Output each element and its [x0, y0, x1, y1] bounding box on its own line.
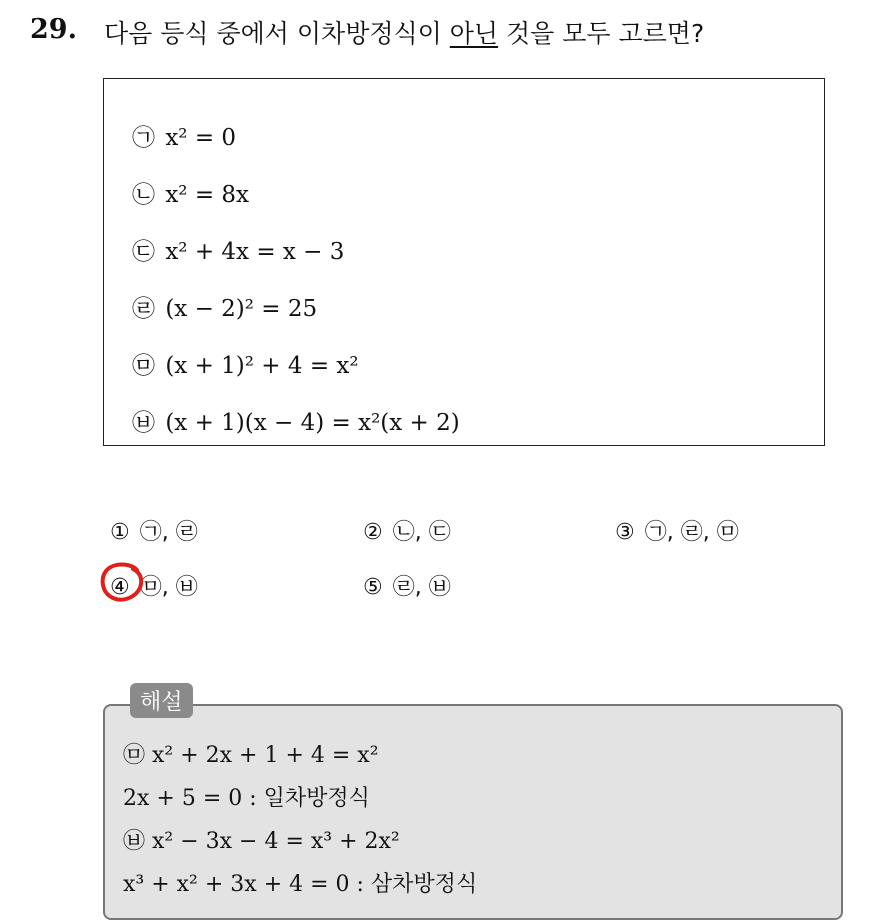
box-item — [132, 233, 344, 266]
choice-5[interactable] — [363, 570, 451, 601]
item-expr: x² + 4x = x − 3 — [165, 239, 345, 265]
choice-2[interactable] — [363, 515, 451, 546]
choice-value: ㉠, ㉣ — [139, 520, 198, 545]
choice-number: ④ — [110, 575, 130, 600]
solution-line: ㉤ x² + 2x + 1 + 4 = x² — [123, 743, 379, 768]
box-item — [132, 119, 236, 152]
choice-value: ㉡, ㉢ — [392, 520, 451, 545]
choice-number: ① — [110, 520, 130, 545]
solution-line: 2x + 5 = 0 : 일차방정식 — [123, 786, 370, 811]
question-text-before: 다음 등식 중에서 이차방정식이 — [104, 19, 450, 48]
choice-value: ㉠, ㉣, ㉤ — [644, 520, 739, 545]
item-expr: x² = 0 — [165, 125, 237, 151]
question-text-after: 것을 모두 고르면? — [498, 19, 705, 48]
box-item — [132, 404, 460, 437]
choice-number: ⑤ — [363, 575, 383, 600]
question-text-underlined: 아닌 — [449, 19, 499, 48]
answer-circle-mark — [99, 560, 145, 604]
equation-box — [103, 78, 825, 446]
question-text — [104, 14, 704, 50]
choice-value: ㉤, ㉥ — [139, 575, 198, 600]
choice-3[interactable] — [615, 515, 739, 546]
item-mark: ㉡ — [132, 182, 155, 208]
box-item — [132, 290, 317, 323]
item-mark: ㉢ — [132, 239, 155, 265]
solution-line: ㉥ x² − 3x − 4 = x³ + 2x² — [123, 829, 400, 854]
choice-value: ㉣, ㉥ — [392, 575, 451, 600]
item-mark: ㉣ — [132, 296, 155, 322]
choice-1[interactable] — [110, 515, 198, 546]
item-mark: ㉥ — [132, 410, 155, 436]
item-expr: x² = 8x — [165, 182, 250, 208]
item-expr: (x − 2)² = 25 — [165, 296, 318, 322]
solution-line: x³ + x² + 3x + 4 = 0 : 삼차방정식 — [123, 872, 478, 897]
choice-number: ② — [363, 520, 383, 545]
item-expr: (x + 1)² + 4 = x² — [165, 353, 359, 379]
solution-box — [103, 704, 843, 920]
choice-number: ③ — [615, 520, 635, 545]
solution-label: 해설 — [130, 683, 193, 718]
question-number: 29. — [30, 14, 77, 45]
box-item — [132, 176, 249, 209]
item-expr: (x + 1)(x − 4) = x²(x + 2) — [165, 410, 460, 436]
box-item — [132, 347, 359, 380]
item-mark: ㉤ — [132, 353, 155, 379]
item-mark: ㉠ — [132, 125, 155, 151]
